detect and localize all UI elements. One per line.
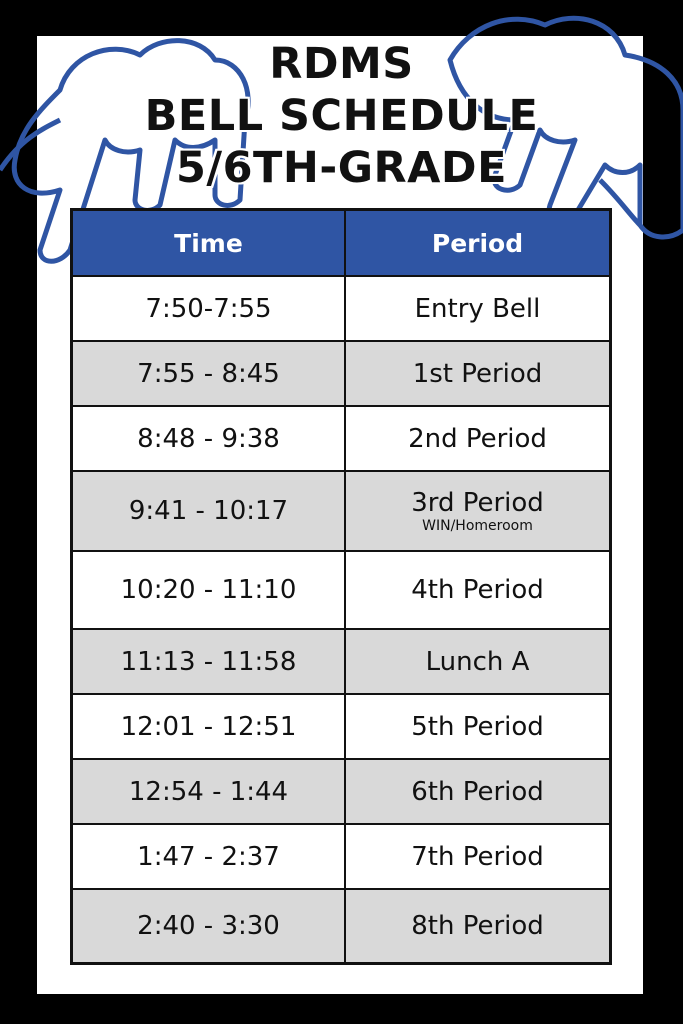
row-period: 7th Period	[345, 824, 611, 889]
title-school: RDMS	[269, 39, 414, 89]
page-title	[0, 38, 683, 194]
bell-schedule-table	[70, 208, 612, 965]
title-grade: 5/6TH-GRADE	[176, 143, 507, 193]
row-time: 11:13 - 11:58	[72, 629, 346, 694]
header-period: Period	[345, 210, 611, 277]
row-period: 1st Period	[345, 341, 611, 406]
row-period: Lunch A	[345, 629, 611, 694]
row-time: 8:48 - 9:38	[72, 406, 346, 471]
row-time: 7:55 - 8:45	[72, 341, 346, 406]
table-row	[72, 759, 611, 824]
table-row	[72, 551, 611, 629]
table-header-row	[72, 210, 611, 277]
row-period: 8th Period	[345, 889, 611, 963]
row-period-label: 3rd Period	[411, 488, 544, 518]
header-time: Time	[72, 210, 346, 277]
table-row	[72, 471, 611, 551]
row-time: 12:01 - 12:51	[72, 694, 346, 759]
row-time: 7:50-7:55	[72, 276, 346, 341]
table-row	[72, 824, 611, 889]
table-row	[72, 694, 611, 759]
row-time: 10:20 - 11:10	[72, 551, 346, 629]
table-row	[72, 276, 611, 341]
row-time: 12:54 - 1:44	[72, 759, 346, 824]
row-time: 9:41 - 10:17	[72, 471, 346, 551]
table-row	[72, 629, 611, 694]
row-period: 2nd Period	[345, 406, 611, 471]
table-row	[72, 889, 611, 963]
row-period: 5th Period	[345, 694, 611, 759]
table-row	[72, 341, 611, 406]
row-time: 2:40 - 3:30	[72, 889, 346, 963]
row-time: 1:47 - 2:37	[72, 824, 346, 889]
title-schedule: BELL SCHEDULE	[144, 91, 539, 141]
row-period: 6th Period	[345, 759, 611, 824]
row-period: Entry Bell	[345, 276, 611, 341]
row-period	[345, 471, 611, 551]
row-period-note: WIN/Homeroom	[422, 518, 533, 534]
table-row	[72, 406, 611, 471]
row-period: 4th Period	[345, 551, 611, 629]
